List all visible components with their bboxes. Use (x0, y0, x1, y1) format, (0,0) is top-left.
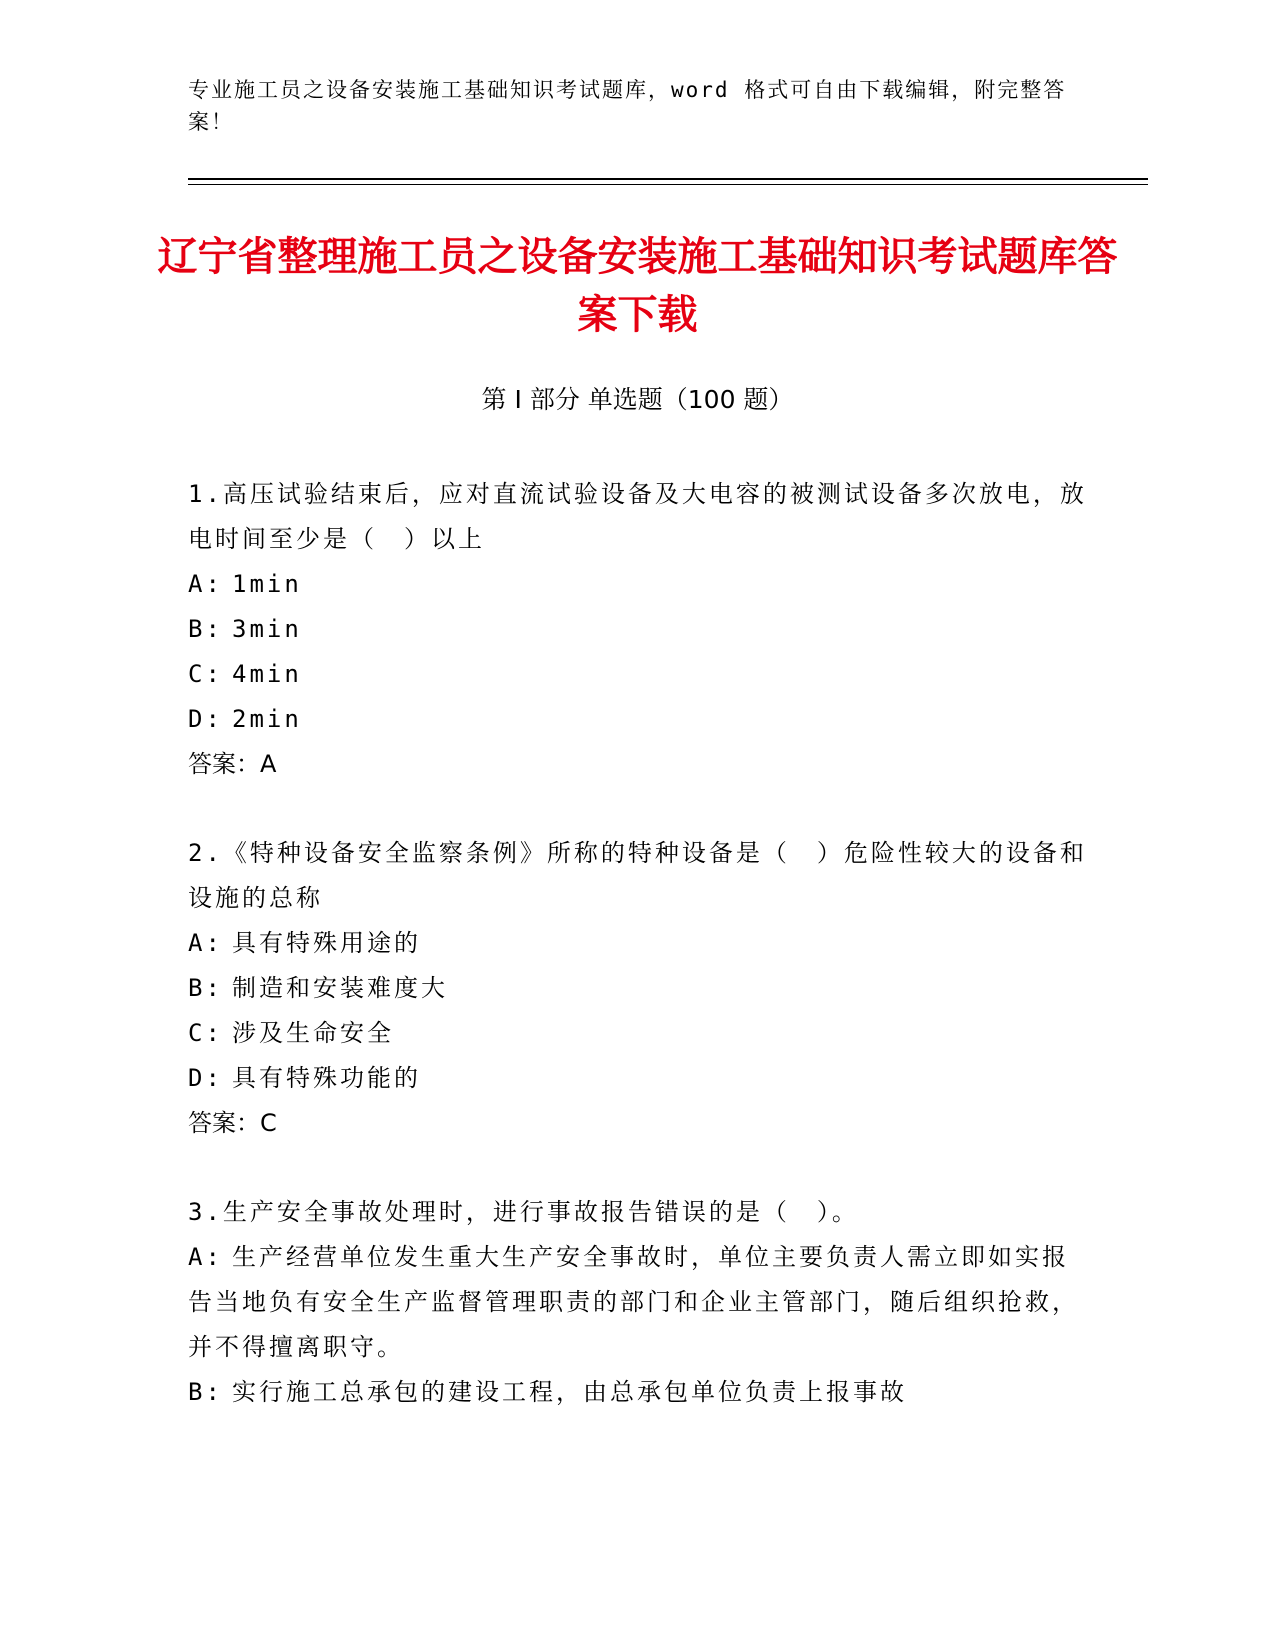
option-a (188, 562, 1088, 607)
header-rule-thin (188, 184, 1148, 185)
header-rule-thick (188, 178, 1148, 180)
question-list (188, 472, 1088, 1459)
question-text: 2.《特种设备安全监察条例》所称的特种设备是（ ）危险性较大的设备和设施的总称 (188, 839, 1087, 912)
answer: 答案：A (188, 750, 277, 778)
option-b (188, 966, 1088, 1011)
option-key: A: (188, 570, 223, 598)
option-key: D: (188, 705, 223, 733)
option-key: C: (188, 660, 223, 688)
question-2 (188, 831, 1088, 1146)
option-text: 实行施工总承包的建设工程，由总承包单位负责上报事故 (232, 1378, 907, 1406)
question-1 (188, 472, 1088, 787)
option-text: 4min (232, 660, 302, 688)
header-note: 专业施工员之设备安装施工基础知识考试题库，word 格式可自由下载编辑，附完整答案！ (188, 78, 1067, 134)
option-d (188, 697, 1088, 742)
option-text: 1min (232, 570, 302, 598)
option-key: D: (188, 1064, 223, 1092)
option-text: 生产经营单位发生重大生产安全事故时，单位主要负责人需立即如实报告当地负有安全生产监督管理职责的部门和企业主管部门，随后组织抢救，并不得擅离职守。 (188, 1243, 1079, 1361)
answer: 答案：C (188, 1109, 277, 1137)
option-d (188, 1056, 1088, 1101)
option-a (188, 1235, 1088, 1370)
option-key: A: (188, 929, 223, 957)
section-title: 第 I 部分 单选题（100 题） (481, 385, 794, 414)
option-text: 3min (232, 615, 302, 643)
option-b (188, 607, 1088, 652)
option-text: 涉及生命安全 (232, 1019, 394, 1047)
option-key: B: (188, 1378, 223, 1406)
option-text: 具有特殊功能的 (232, 1064, 421, 1092)
option-key: B: (188, 615, 223, 643)
question-text: 1.高压试验结束后，应对直流试验设备及大电容的被测试设备多次放电，放电时间至少是（ ）以上 (188, 480, 1087, 553)
question-3 (188, 1190, 1088, 1415)
option-key: A: (188, 1243, 223, 1271)
option-c (188, 1011, 1088, 1056)
option-text: 制造和安装难度大 (232, 974, 448, 1002)
option-a (188, 921, 1088, 966)
question-text: 3.生产安全事故处理时，进行事故报告错误的是（ ）。 (188, 1198, 859, 1226)
option-text: 具有特殊用途的 (232, 929, 421, 957)
option-text: 2min (232, 705, 302, 733)
option-key: C: (188, 1019, 223, 1047)
option-c (188, 652, 1088, 697)
document-title: 辽宁省整理施工员之设备安装施工基础知识考试题库答案下载 (157, 234, 1118, 338)
option-b (188, 1370, 1088, 1415)
option-key: B: (188, 974, 223, 1002)
